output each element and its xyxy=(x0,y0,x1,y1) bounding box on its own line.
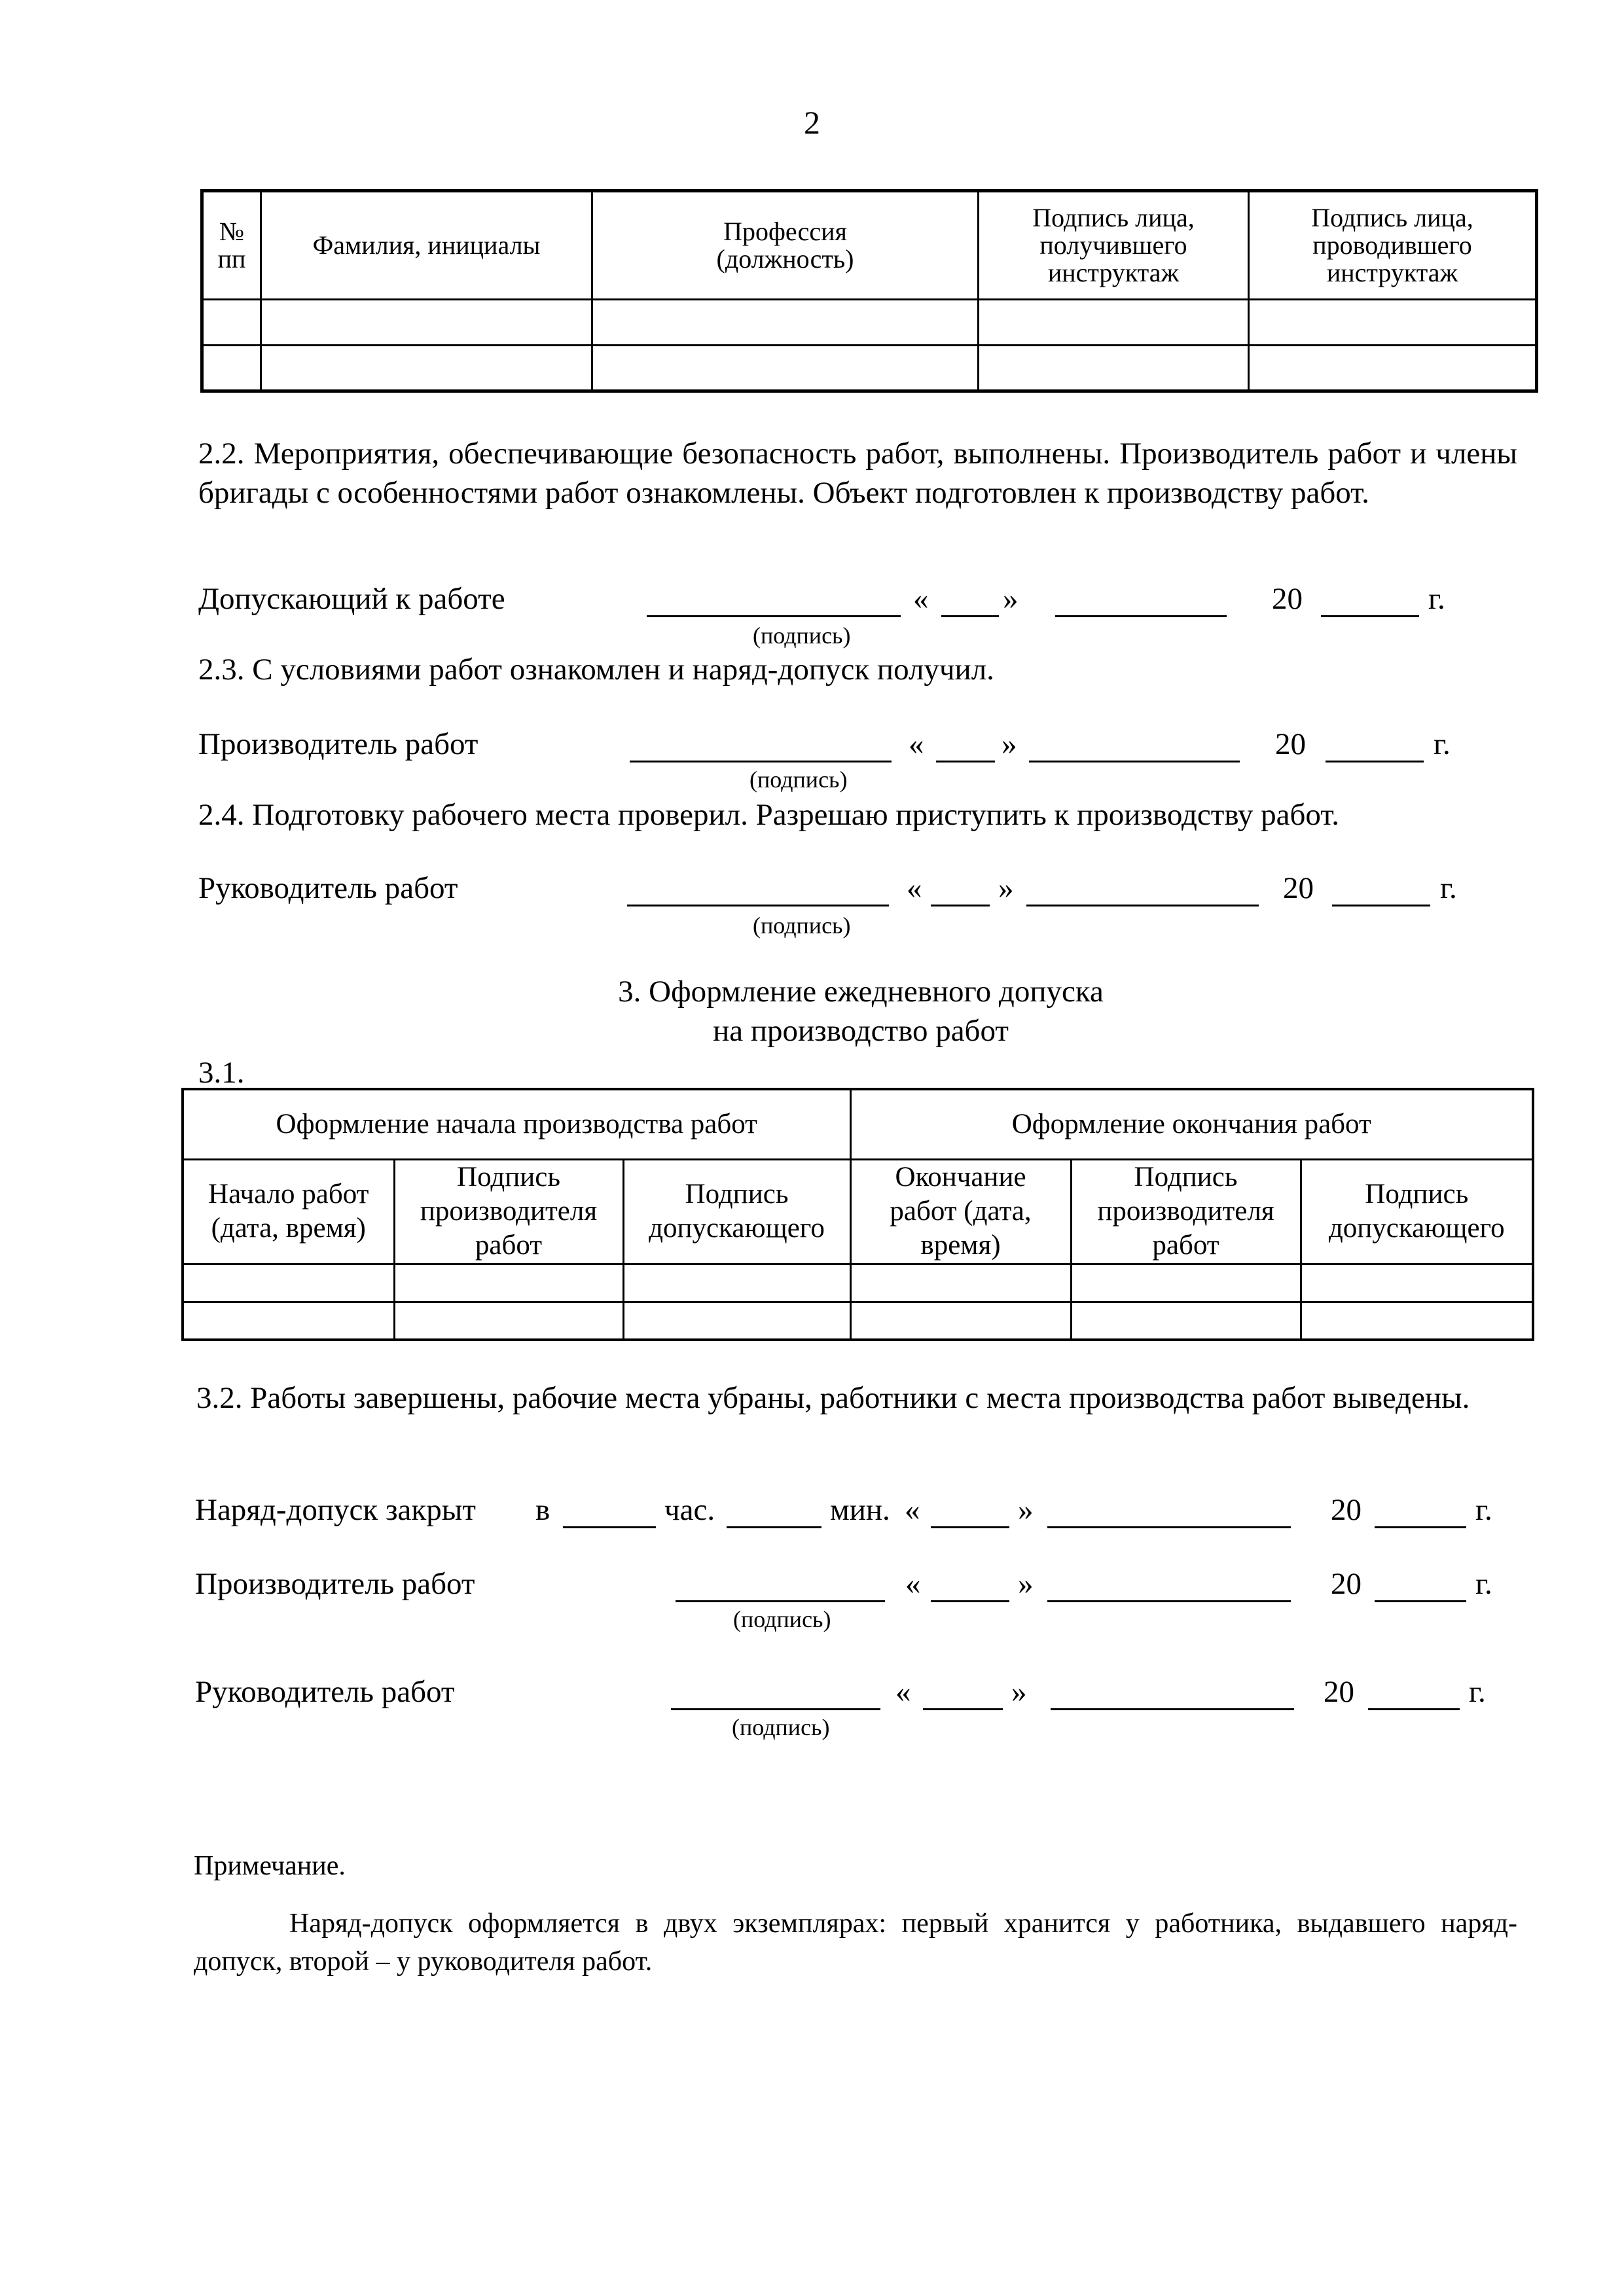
section-3-title-line2: на производство работ xyxy=(713,1014,1009,1048)
final-producer-year-suffix: г. xyxy=(1475,1567,1492,1601)
final-manager-signature-caption: (подпись) xyxy=(732,1714,830,1740)
manager-month-line[interactable] xyxy=(1026,905,1259,906)
final-producer-open-quote: « xyxy=(905,1567,921,1601)
producer-signature-line[interactable] xyxy=(630,761,892,762)
final-producer-close-quote: » xyxy=(1018,1567,1034,1601)
col-header-start-datetime: Начало работ (дата, время) xyxy=(183,1159,394,1264)
manager-label: Руководитель работ xyxy=(198,871,458,905)
table-cell[interactable] xyxy=(261,300,592,346)
table-row xyxy=(202,300,1537,346)
closed-minutes-line[interactable] xyxy=(727,1526,821,1528)
closed-day-line[interactable] xyxy=(931,1526,1009,1528)
group-header-row xyxy=(183,1089,1533,1159)
manager-open-quote: « xyxy=(907,871,922,905)
col-header-profession: Профессия (должность) xyxy=(592,191,979,300)
table-row xyxy=(183,1264,1533,1302)
section-2-4-text: 2.4. Подготовку рабочего места проверил. Разрешаю приступить к производству работ. xyxy=(198,798,1340,832)
col-header-received-signature: Подпись лица, получившего инструктаж xyxy=(979,191,1249,300)
daily-admission-table xyxy=(181,1088,1534,1341)
table-cell[interactable] xyxy=(592,346,979,391)
col-header-start-producer-signature: Подпись производителя работ xyxy=(394,1159,623,1264)
briefing-table xyxy=(200,189,1538,393)
table-cell[interactable] xyxy=(183,1302,394,1340)
producer-signature-caption: (подпись) xyxy=(749,766,848,793)
col-header-end-admitter-signature: Подпись допускающего xyxy=(1301,1159,1533,1264)
final-producer-label: Производитель работ xyxy=(195,1567,475,1601)
final-producer-month-line[interactable] xyxy=(1047,1600,1291,1602)
admit-year-prefix: 20 xyxy=(1272,582,1303,616)
closed-hours-line[interactable] xyxy=(563,1526,656,1528)
producer-open-quote: « xyxy=(909,727,924,761)
table-cell[interactable] xyxy=(183,1264,394,1302)
manager-signature-line[interactable] xyxy=(627,905,889,906)
note-title: Примечание. xyxy=(194,1851,346,1881)
section-3-1-label: 3.1. xyxy=(198,1056,245,1090)
table-row xyxy=(183,1302,1533,1340)
table-cell[interactable] xyxy=(261,346,592,391)
table-header-row xyxy=(183,1159,1533,1264)
table-cell[interactable] xyxy=(1071,1302,1301,1340)
final-producer-signature-caption: (подпись) xyxy=(733,1606,831,1632)
manager-day-line[interactable] xyxy=(931,905,990,906)
table-cell[interactable] xyxy=(202,300,261,346)
col-header-start-admitter-signature: Подпись допускающего xyxy=(623,1159,850,1264)
closed-hours-label: час. xyxy=(664,1493,715,1527)
admit-day-line[interactable] xyxy=(941,615,999,617)
producer-year-suffix: г. xyxy=(1434,727,1451,761)
final-producer-day-line[interactable] xyxy=(931,1600,1009,1602)
final-producer-year-line[interactable] xyxy=(1375,1600,1466,1602)
admit-label: Допускающий к работе xyxy=(198,582,505,616)
final-producer-year-prefix: 20 xyxy=(1331,1567,1362,1601)
group-header-end: Оформление окончания работ xyxy=(850,1089,1533,1159)
producer-month-line[interactable] xyxy=(1029,761,1240,762)
manager-close-quote: » xyxy=(998,871,1014,905)
producer-label: Производитель работ xyxy=(198,727,478,761)
closed-open-quote: « xyxy=(905,1493,920,1527)
table-cell[interactable] xyxy=(1071,1264,1301,1302)
final-manager-year-suffix: г. xyxy=(1469,1675,1486,1709)
closed-close-quote: » xyxy=(1018,1493,1034,1527)
admit-year-suffix: г. xyxy=(1428,582,1445,616)
closed-year-suffix: г. xyxy=(1475,1493,1492,1527)
closed-prefix: в xyxy=(535,1493,550,1527)
final-manager-open-quote: « xyxy=(895,1675,911,1709)
final-producer-signature-line[interactable] xyxy=(676,1600,885,1602)
final-manager-year-prefix: 20 xyxy=(1324,1675,1354,1709)
table-cell[interactable] xyxy=(1301,1264,1533,1302)
admit-signature-caption: (подпись) xyxy=(753,622,851,649)
producer-year-line[interactable] xyxy=(1326,761,1424,762)
producer-day-line[interactable] xyxy=(936,761,995,762)
section-2-2-text: 2.2. Мероприятия, обеспечивающие безопасность работ, выполнены. Производитель работ и члены бригады с особенностями работ ознакомлены. Объект подготовлен к производству работ. xyxy=(198,437,1517,510)
closed-month-line[interactable] xyxy=(1047,1526,1291,1528)
closed-minutes-label: мин. xyxy=(830,1493,890,1527)
table-cell[interactable] xyxy=(394,1264,623,1302)
final-manager-close-quote: » xyxy=(1011,1675,1027,1709)
closed-label: Наряд-допуск закрыт xyxy=(195,1493,476,1527)
final-manager-label: Руководитель работ xyxy=(195,1675,455,1709)
page-number: 2 xyxy=(804,104,820,141)
table-cell[interactable] xyxy=(979,300,1249,346)
section-3-2-text: 3.2. Работы завершены, рабочие места убраны, работники с места производства работ выведены. xyxy=(196,1381,1470,1415)
col-header-name: Фамилия, инициалы xyxy=(261,191,592,300)
col-header-number: № пп xyxy=(202,191,261,300)
manager-year-prefix: 20 xyxy=(1283,871,1314,905)
admit-signature-line[interactable] xyxy=(647,615,901,617)
closed-year-prefix: 20 xyxy=(1331,1493,1362,1527)
closed-year-line[interactable] xyxy=(1375,1526,1466,1528)
col-header-end-producer-signature: Подпись производителя работ xyxy=(1071,1159,1301,1264)
manager-year-suffix: г. xyxy=(1440,871,1457,905)
admit-close-quote: » xyxy=(1003,582,1019,616)
producer-year-prefix: 20 xyxy=(1275,727,1306,761)
final-manager-signature-line[interactable] xyxy=(671,1708,880,1710)
table-cell[interactable] xyxy=(1249,300,1537,346)
section-2-3-text: 2.3. С условиями работ ознакомлен и наряд-допуск получил. xyxy=(198,653,994,687)
note-text: Наряд-допуск оформляется в двух экземплярах: первый хранится у работника, выдавшего наряд-допуск, второй – у руководителя работ. xyxy=(194,1909,1517,1977)
admit-month-line[interactable] xyxy=(1055,615,1227,617)
col-header-end-datetime: Окончание работ (дата, время) xyxy=(850,1159,1071,1264)
table-cell[interactable] xyxy=(592,300,979,346)
table-row xyxy=(202,346,1537,391)
table-cell[interactable] xyxy=(623,1264,850,1302)
table-cell[interactable] xyxy=(394,1302,623,1340)
table-cell[interactable] xyxy=(1249,346,1537,391)
table-cell[interactable] xyxy=(202,346,261,391)
col-header-conducted-signature: Подпись лица, проводившего инструктаж xyxy=(1249,191,1537,300)
manager-year-line[interactable] xyxy=(1332,905,1430,906)
producer-close-quote: » xyxy=(1001,727,1017,761)
group-header-start: Оформление начала производства работ xyxy=(183,1089,850,1159)
admit-year-line[interactable] xyxy=(1321,615,1419,617)
table-cell[interactable] xyxy=(623,1302,850,1340)
manager-signature-caption: (подпись) xyxy=(753,912,851,939)
final-manager-month-line[interactable] xyxy=(1051,1708,1294,1710)
table-cell[interactable] xyxy=(979,346,1249,391)
table-cell[interactable] xyxy=(850,1264,1071,1302)
final-manager-day-line[interactable] xyxy=(923,1708,1003,1710)
final-manager-year-line[interactable] xyxy=(1368,1708,1460,1710)
table-cell[interactable] xyxy=(1301,1302,1533,1340)
table-header-row xyxy=(202,191,1537,300)
admit-open-quote: « xyxy=(913,582,929,616)
table-cell[interactable] xyxy=(850,1302,1071,1340)
section-3-title-line1: 3. Оформление ежедневного допуска xyxy=(618,975,1104,1009)
